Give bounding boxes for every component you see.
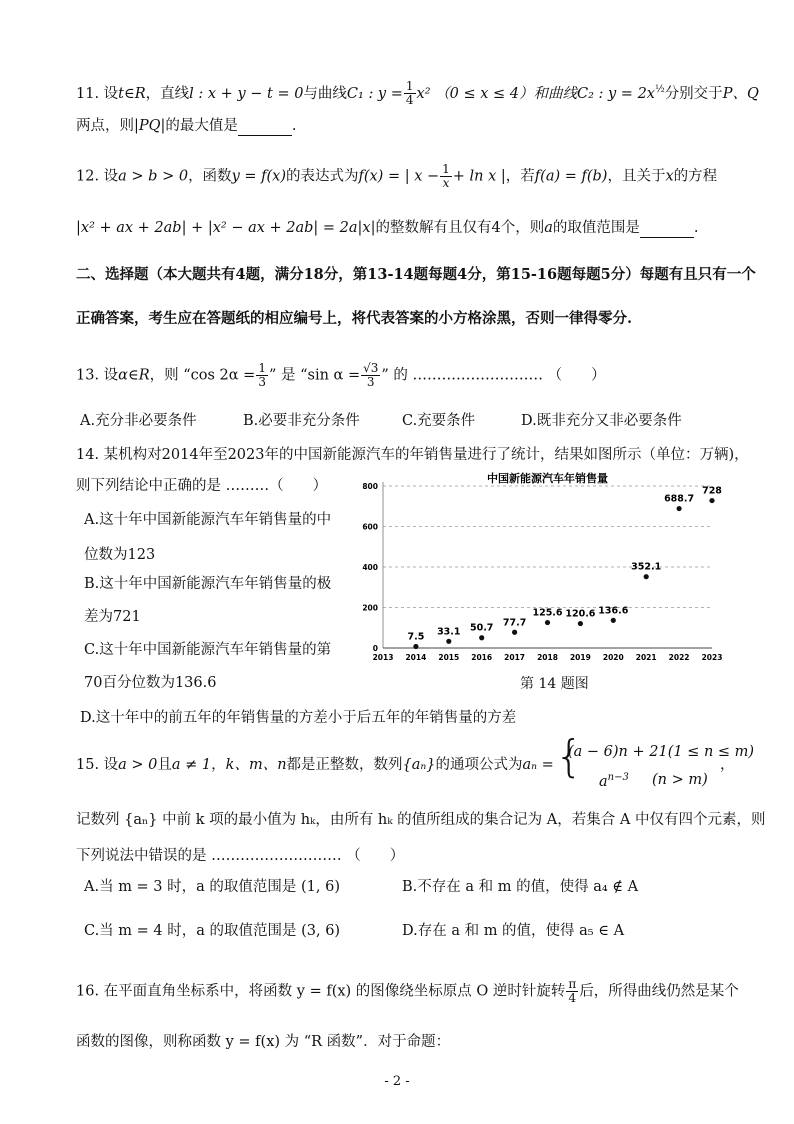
- q14-option-c-line1[interactable]: C.这十年中国新能源汽车年销售量的第: [84, 642, 332, 658]
- data-label: 77.7: [502, 617, 527, 629]
- q15-option-b[interactable]: B.不存在 a 和 m 的值，使得 a₄ ∉ A: [402, 879, 639, 895]
- q11-line2: 两点，则|PQ|的最大值是 .: [76, 118, 297, 134]
- q12-math: x: [665, 168, 674, 185]
- q15-case-1: (a − 6)n + 21(1 ≤ n ≤ m): [568, 744, 755, 760]
- figure-caption: 第 14 题图: [520, 676, 589, 692]
- q11-text: 与曲线: [303, 85, 347, 102]
- q16-fraction: $\frac{\pi}{4}$: [568, 977, 577, 1005]
- data-point: [479, 635, 484, 640]
- q11-text: 分别交于: [664, 85, 723, 102]
- q12-line2: |x² + ax + 2ab| + |x² − ax + 2ab| = 2a|x|的整数解有且仅有4个，则a的取值范围是 .: [76, 220, 699, 236]
- q11-fraction: $\frac{1}{4}$: [405, 79, 414, 108]
- q15-line2: 记数列 {aₙ} 中前 k 项的最小值为 hₖ，由所有 hₖ 的值所组成的集合记为 A，若集合 A 中仅有四个元素，则: [76, 812, 766, 828]
- q14-option-a-line2[interactable]: 位数为123: [84, 547, 156, 563]
- q12-math: y = f(x): [231, 168, 286, 185]
- q15-option-d[interactable]: D.存在 a 和 m 的值，使得 a₅ ∈ A: [402, 923, 625, 939]
- y-tick-label: 0: [372, 644, 378, 653]
- q12-line1: [76, 163, 717, 190]
- q13-fraction-1: $\frac{1}{3}$: [258, 361, 266, 389]
- y-tick-label: 800: [362, 482, 378, 491]
- q11-number: 11. 设: [76, 85, 119, 102]
- q12-math: f(a) = f(b): [534, 168, 608, 185]
- data-point: [578, 621, 583, 626]
- q12-text: ，若: [505, 168, 535, 185]
- data-point: [545, 620, 550, 625]
- q15-case-2: [599, 768, 629, 792]
- answer-blank: [238, 121, 292, 136]
- q11-math-c1: C₁ : y =: [346, 85, 403, 102]
- q12-text: 的取值范围是: [552, 220, 640, 236]
- q15-math: aₙ =: [522, 757, 554, 773]
- q11-line1: [76, 80, 759, 107]
- q15-option-a[interactable]: A.当 m = 3 时，a 的取值范围是 (1, 6): [84, 879, 340, 895]
- q15-case-2-cond: (n > m): [652, 772, 708, 788]
- q13-text: ” 是 “sin α =: [268, 367, 361, 384]
- q13-stem: [76, 362, 606, 389]
- chart-title: 中国新能源汽车年销售量: [487, 472, 608, 485]
- data-label: 352.1: [631, 561, 662, 573]
- q14-option-b-line2[interactable]: 差为721: [84, 609, 141, 625]
- q15-math: a ≠ 1: [171, 757, 212, 773]
- q12-fraction: $\frac{1}{x}$: [442, 162, 450, 190]
- q13-text: ” 的 ……………………… （ ）: [381, 367, 606, 384]
- q12-math: + ln x |: [452, 168, 506, 185]
- q14-option-b-line1[interactable]: B.这十年中国新能源汽车年销售量的极: [84, 576, 332, 592]
- q12-math: a > b > 0: [118, 168, 189, 185]
- q14-stem: 14. 某机构对2014年至2023年的中国新能源汽车的年销售量进行了统计，结果如图所示（单位：万辆)，: [76, 447, 749, 463]
- sales-chart-svg: [355, 470, 725, 670]
- q14-option-a-line1[interactable]: A.这十年中国新能源汽车年销售量的中: [84, 512, 332, 528]
- data-label: 125.6: [532, 607, 563, 619]
- q11-text: 的最大值是: [165, 118, 238, 134]
- data-point: [677, 506, 682, 511]
- x-tick-label: 2023: [701, 653, 723, 662]
- q15-math: k、m、n: [225, 757, 287, 773]
- q12-equation: |x² + ax + 2ab| + |x² − ax + 2ab| = 2a|x|: [76, 220, 376, 236]
- x-tick-label: 2016: [471, 653, 493, 662]
- q15-text: 的通项公式为: [435, 757, 523, 773]
- x-tick-label: 2019: [569, 653, 591, 662]
- q14-prompt: 则下列结论中正确的是 ………（ ）: [76, 478, 328, 494]
- q12-text: 的方程: [673, 168, 718, 185]
- q15-case-2-exp: n−3: [607, 772, 629, 783]
- q11-math-c2: C₂ : y = 2x: [577, 85, 655, 102]
- q11-math-pq-abs: |PQ|: [134, 118, 166, 134]
- data-point: [644, 574, 649, 579]
- y-tick-label: 200: [362, 603, 378, 613]
- q13-fraction-2: $\frac{√3}{3}$: [363, 361, 379, 389]
- q11-math-line: l : x + y − t = 0: [189, 85, 304, 102]
- data-point: [446, 639, 451, 644]
- q11-text: ，直线: [145, 85, 190, 102]
- q12-number: 12. 设: [76, 168, 119, 185]
- x-tick-label: 2018: [537, 653, 558, 662]
- q11-math-pq: P、Q: [722, 85, 759, 102]
- q15-case-2-base: a: [599, 773, 608, 790]
- q15-math: a > 0: [118, 757, 158, 773]
- answer-blank: [640, 223, 694, 238]
- x-tick-label: 2020: [602, 653, 624, 662]
- q16-line2: 函数的图像，则称函数 y = f(x) 为 “R 函数”．对于命题：: [76, 1034, 451, 1050]
- q15-line1: [76, 755, 554, 775]
- q12-text: ，且关于: [607, 168, 666, 185]
- q13-option-c[interactable]: C.充要条件: [402, 413, 476, 429]
- data-point: [512, 630, 517, 635]
- q15-text: 都是正整数，数列: [286, 757, 403, 773]
- q15-option-c[interactable]: C.当 m = 4 时，a 的取值范围是 (3, 6): [84, 923, 341, 939]
- q16-text: 后，所得曲线仍然是某个: [579, 983, 739, 1000]
- x-tick-label: 2013: [372, 653, 394, 662]
- q15-text: 且: [157, 757, 172, 773]
- q12-text: ，函数: [188, 168, 232, 185]
- q11-text: 两点，则: [76, 118, 134, 134]
- data-label: 688.7: [664, 493, 695, 505]
- data-point: [709, 498, 714, 503]
- x-tick-label: 2014: [405, 653, 427, 662]
- data-label: 33.1: [437, 626, 461, 638]
- q13-option-a[interactable]: A.充分非必要条件: [80, 413, 197, 429]
- q13-option-b[interactable]: B.必要非充分条件: [243, 413, 360, 429]
- y-tick-label: 600: [362, 522, 378, 532]
- q13-number: 13. 设: [76, 367, 119, 384]
- x-tick-label: 2015: [438, 653, 460, 662]
- q16-line1: [76, 978, 739, 1005]
- q13-math: α∈R: [118, 367, 150, 384]
- x-tick-label: 2021: [635, 653, 657, 662]
- data-label: 136.6: [598, 605, 629, 617]
- q12-text: 的表达式为: [285, 168, 359, 185]
- data-point: [413, 644, 418, 649]
- q15-comma: ，: [720, 757, 735, 773]
- q11-math-t: t∈R: [118, 85, 146, 102]
- q14-option-d[interactable]: D.这十年中的前五年的年销售量的方差小于后五年的年销售量的方差: [80, 710, 517, 726]
- q13-text: ，则 “cos 2α =: [149, 367, 256, 384]
- q14-option-c-line2[interactable]: 70百分位数为136.6: [84, 675, 217, 691]
- q11-math-range: x² （0 ≤ x ≤ 4）和曲线: [416, 85, 577, 102]
- q12-math: a: [544, 220, 553, 236]
- q15-math: {aₙ}: [402, 757, 436, 773]
- q11-exponent: ½: [654, 84, 665, 95]
- piecewise-brace: {: [555, 731, 583, 782]
- data-label: 120.6: [565, 608, 596, 620]
- data-point: [611, 618, 616, 623]
- y-tick-label: 400: [362, 563, 378, 572]
- sales-chart: [355, 470, 725, 692]
- data-label: 50.7: [469, 622, 494, 634]
- q13-option-d[interactable]: D.既非充分又非必要条件: [521, 413, 682, 429]
- q15-text: ，: [211, 757, 226, 773]
- q15-number: 15. 设: [76, 757, 119, 773]
- q16-text: 16. 在平面直角坐标系中，将函数 y = f(x) 的图像绕坐标原点 O 逆时针旋转: [76, 983, 566, 1000]
- data-label: 7.5: [407, 631, 425, 643]
- q12-math: f(x) = | x −: [358, 168, 440, 185]
- page-number: - 2 -: [384, 1074, 410, 1089]
- section-instructions: 正确答案，考生应在答题纸的相应编号上，将代表答案的小方格涂黑，否则一律得零分.: [76, 310, 633, 327]
- section-heading: 二、选择题（本大题共有4题，满分18分，第13-14题每题4分，第15-16题每题5分）每题有且只有一个: [76, 266, 756, 283]
- q12-text: 的整数解有且仅有4个，则: [375, 220, 545, 236]
- q15-line3: 下列说法中错误的是 ……………………… （ ）: [76, 848, 405, 864]
- data-label: 728: [702, 485, 722, 497]
- x-tick-label: 2022: [668, 653, 690, 662]
- x-tick-label: 2017: [504, 653, 526, 662]
